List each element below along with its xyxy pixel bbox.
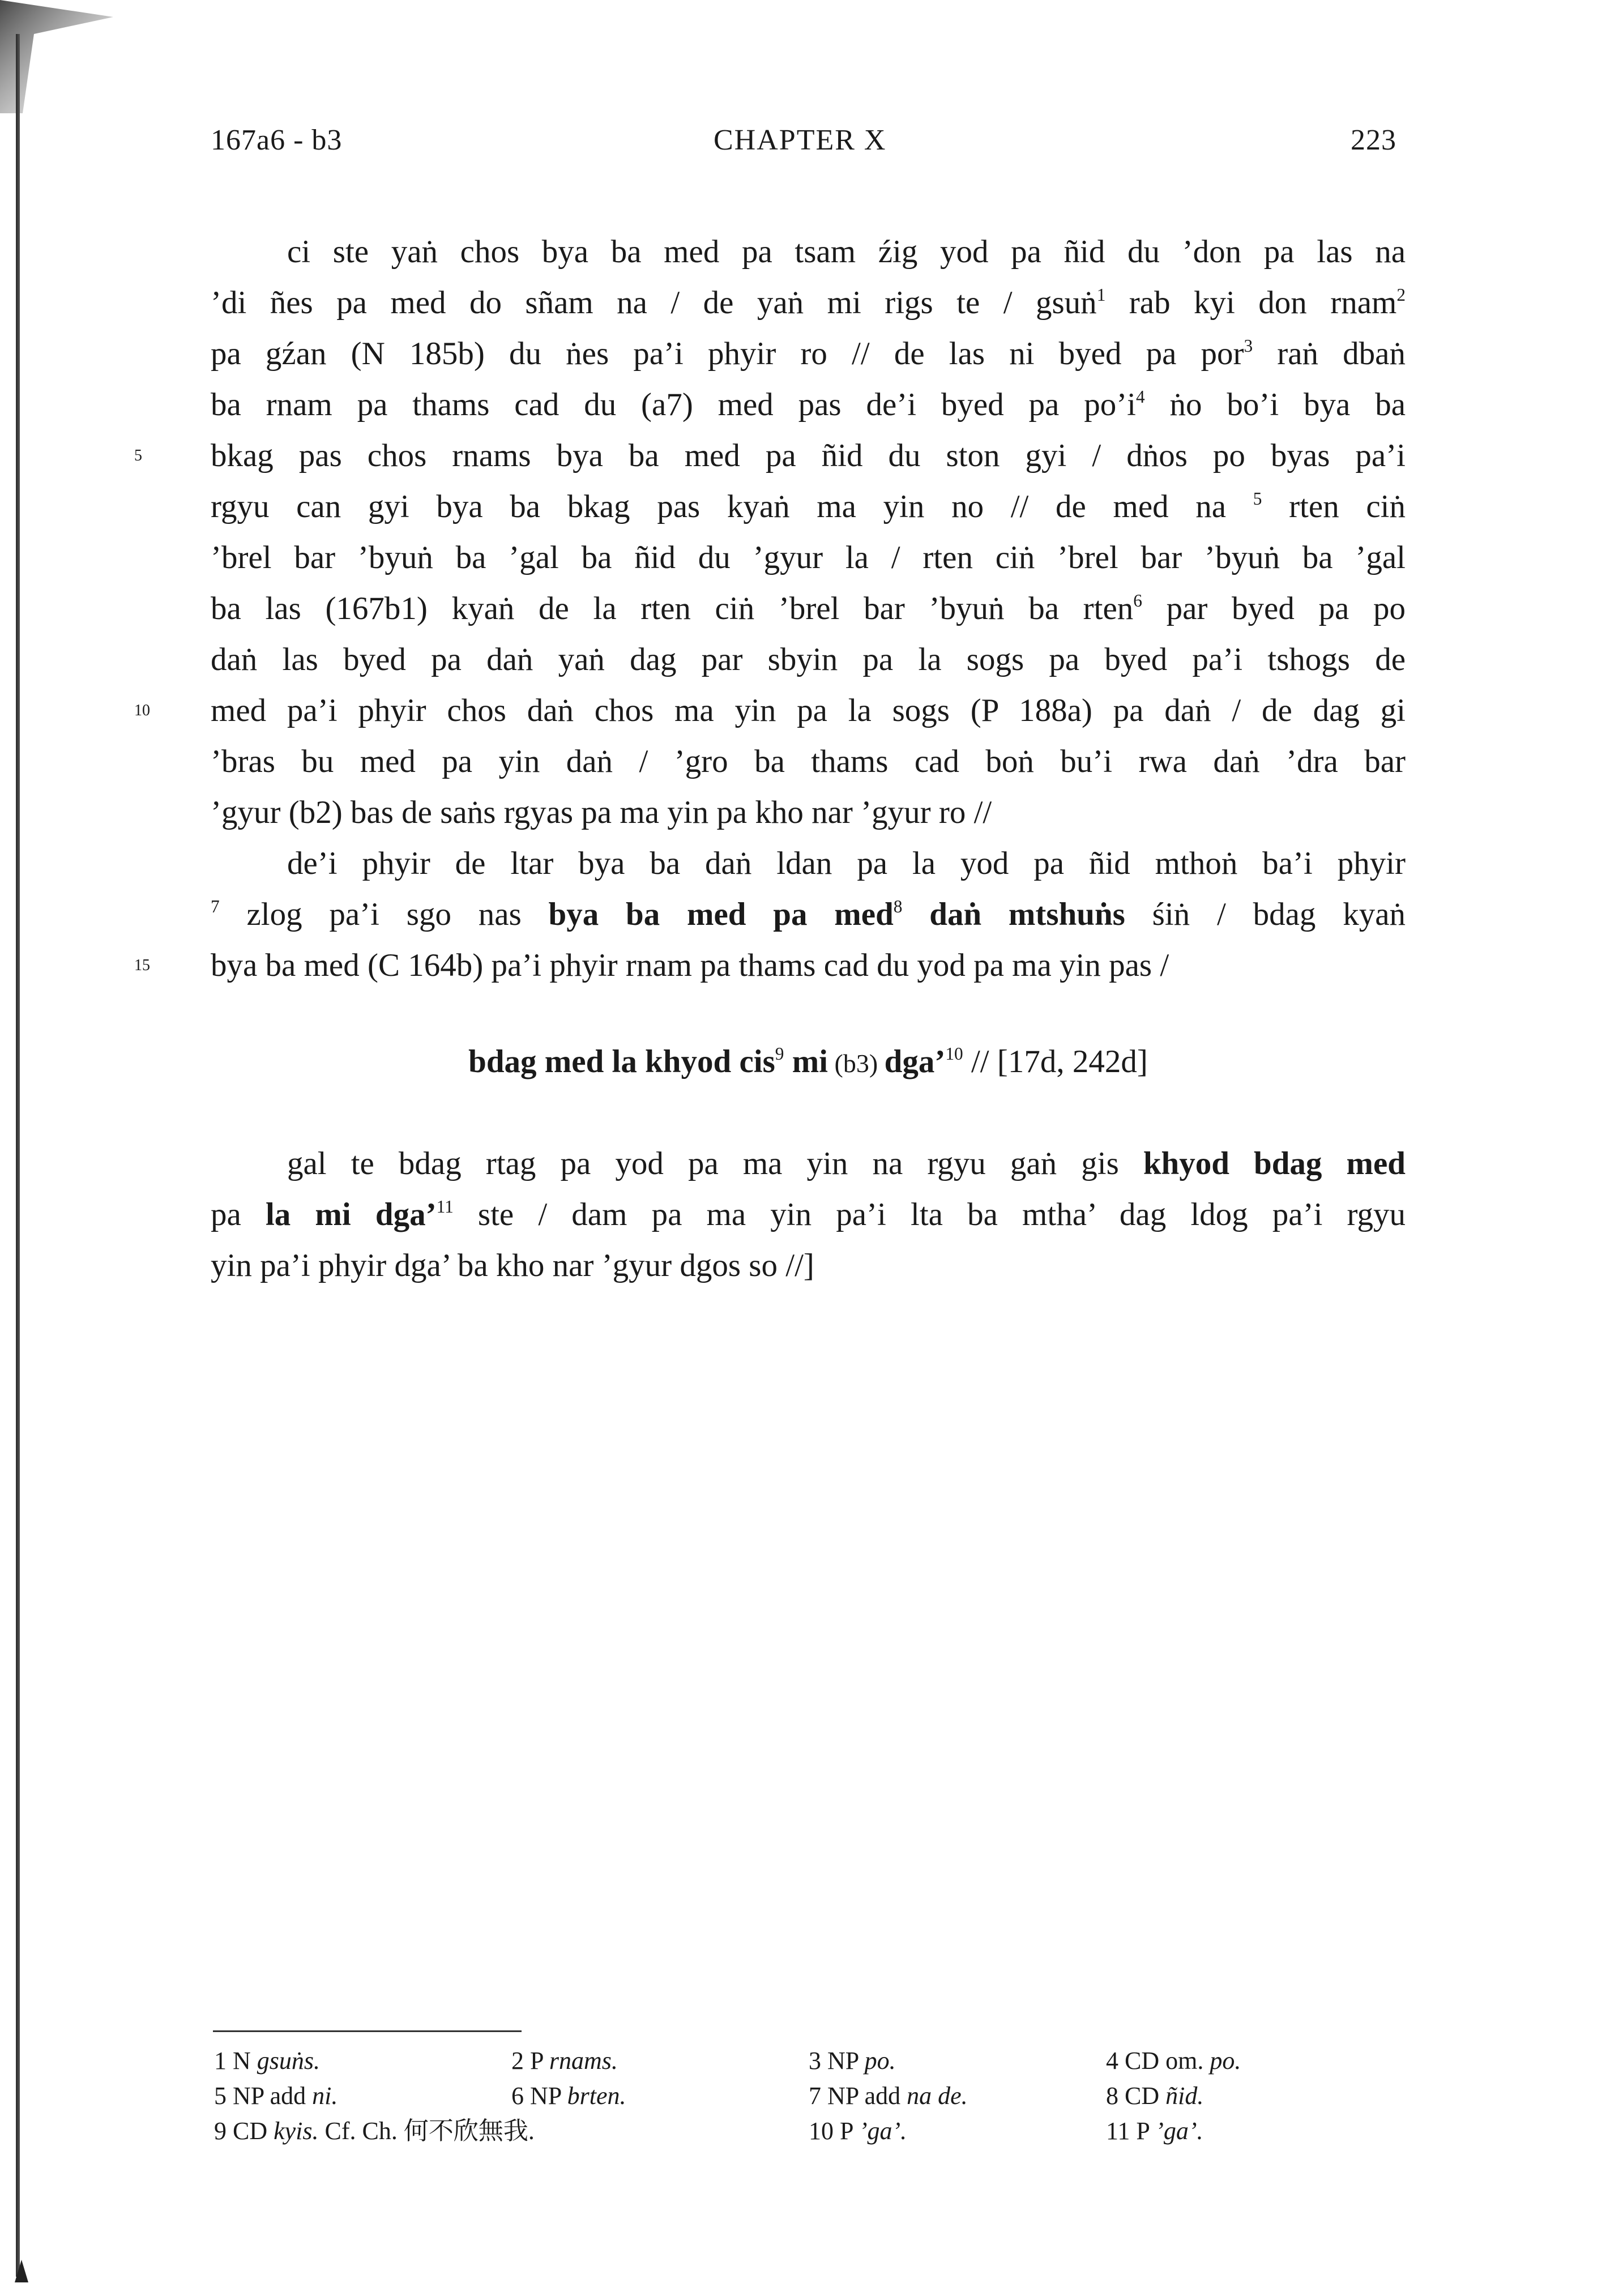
footnote: 1 N gsuṅs.	[214, 2047, 321, 2075]
text-line-12: ’gyur (b2) bas de saṅs rgyas pa ma yin pa kho nar ’gyur ro //	[211, 795, 992, 830]
footnote: 2 P rnams.	[511, 2047, 618, 2075]
footnote-ref: 11	[436, 1197, 454, 1217]
text-line-8: ba las (167b1) kyaṅ de la rten ciṅ ’brel bar ’byuṅ ba rten$^6$ par byed pa po	[211, 591, 1406, 626]
footnote: 10 P ’ga’.	[809, 2117, 907, 2145]
text-line-17: pa la mi dga’$^{11}$ ste / dam pa ma yin pa’i lta ba mtha’ dag ldog pa’i rgyu	[211, 1197, 1406, 1232]
footnote-row	[214, 2043, 1403, 2079]
text-line-10: 10 med pa’i phyir chos daṅ chos ma yin pa la sogs (P 188a) pa daṅ / de dag gi	[211, 685, 1406, 736]
text-line-1: ci ste yaṅ chos bya ba med pa tsam źig yod pa ñid du ’don pa las na	[287, 234, 1406, 270]
commentary-paragraph	[211, 1138, 1406, 1291]
footnote: 9 CD kyis. Cf. Ch. 何不欣無我.	[214, 2117, 535, 2145]
footnote-ref: 8	[893, 897, 903, 917]
footnote-ref: 9	[775, 1044, 784, 1064]
text-line-11: ’bras bu med pa yin daṅ / ’gro ba thams cad boṅ bu’i rwa daṅ ’dra bar	[211, 744, 1406, 779]
footnote-ref: 1	[1096, 285, 1106, 305]
footnote-ref: 2	[1396, 285, 1406, 305]
running-header-left: 167a6 - b3	[211, 124, 343, 156]
text-line-3: pa gźan (N 185b) du ṅes pa’i phyir ro // de las ni byed pa por$^3$ raṅ dbaṅ	[211, 336, 1406, 372]
footnotes	[214, 2043, 1403, 2149]
text-line-15: 15 bya ba med (C 164b) pa’i phyir rnam pa thams cad du yod pa ma yin pas /	[211, 940, 1406, 991]
verse-line: bdag med la khyod cis$^9$ mi (b3) dga’$^{10}$ // [17d, 242d]	[468, 1044, 1148, 1079]
main-paragraph	[134, 227, 1406, 991]
text-line-13: de’i phyir de ltar bya ba daṅ ldan pa la yod pa ñid mthoṅ ba’i phyir	[287, 846, 1406, 881]
text-line-5: 5 bkag pas chos rnams bya ba med pa ñid du ston gyi / dṅos po byas pa’i	[211, 430, 1406, 481]
footnote-ref: 6	[1133, 591, 1142, 611]
line-number: 10	[134, 702, 150, 719]
footnote: 4 CD om. po.	[1106, 2047, 1241, 2075]
text-line-18: yin pa’i phyir dga’ ba kho nar ’gyur dgos so //]	[211, 1248, 814, 1283]
scan-edge-line	[16, 34, 20, 2277]
footnote: 8 CD ñid.	[1106, 2082, 1204, 2110]
text-line-16: gal te bdag rtag pa yod pa ma yin na rgyu gaṅ gis khyod bdag med	[287, 1146, 1406, 1181]
footnote-ref: 4	[1136, 387, 1145, 407]
footnote-row	[214, 2079, 1403, 2114]
footnote: 6 NP brten.	[511, 2082, 626, 2110]
text-line-4: ba rnam pa thams cad du (a7) med pas de’i byed pa $po’i^4$ ṅo bo’i bya ba	[211, 387, 1406, 423]
text-line-9: daṅ las byed pa daṅ yaṅ dag par sbyin pa la sogs pa byed pa’i tshogs de	[211, 642, 1406, 677]
footnote: 11 P ’ga’.	[1106, 2117, 1203, 2145]
footnote: 3 NP po.	[809, 2047, 896, 2075]
footnote-ref: 5	[1253, 489, 1262, 509]
text-line-14: $^7$ zlog pa’i sgo nas bya ba med pa med$^8$ daṅ mtshuṅs śiṅ / bdag kyaṅ	[211, 897, 1406, 932]
footnote: 5 NP add ni.	[214, 2082, 338, 2110]
footnote: 7 NP add na de.	[809, 2082, 968, 2110]
line-number: 5	[134, 447, 142, 464]
footnote-ref: 3	[1244, 336, 1253, 356]
footnote-ref: 7	[211, 897, 220, 917]
text-line-6: rgyu can gyi bya ba bkag pas kyaṅ ma yin no // de med na $^5$ rten ciṅ	[211, 489, 1406, 524]
text-line-2: ’di ñes pa med do sñam na / de yaṅ mi rigs te / gsuṅ$^1$ rab kyi don rnam$^2$	[211, 285, 1406, 321]
page-number: 223	[1351, 124, 1396, 156]
running-header-title: CHAPTER X	[714, 124, 887, 156]
footnote-row	[214, 2114, 1403, 2149]
footnote-separator	[213, 2030, 522, 2032]
footnote-ref: 10	[945, 1044, 963, 1064]
scan-edge-mark	[15, 2260, 28, 2282]
line-number: 15	[134, 957, 150, 974]
text-line-7: ’brel bar ’byuṅ ba ’gal ba ñid du ’gyur la / rten ciṅ ’brel bar ’byuṅ ba ’gal	[211, 540, 1406, 575]
